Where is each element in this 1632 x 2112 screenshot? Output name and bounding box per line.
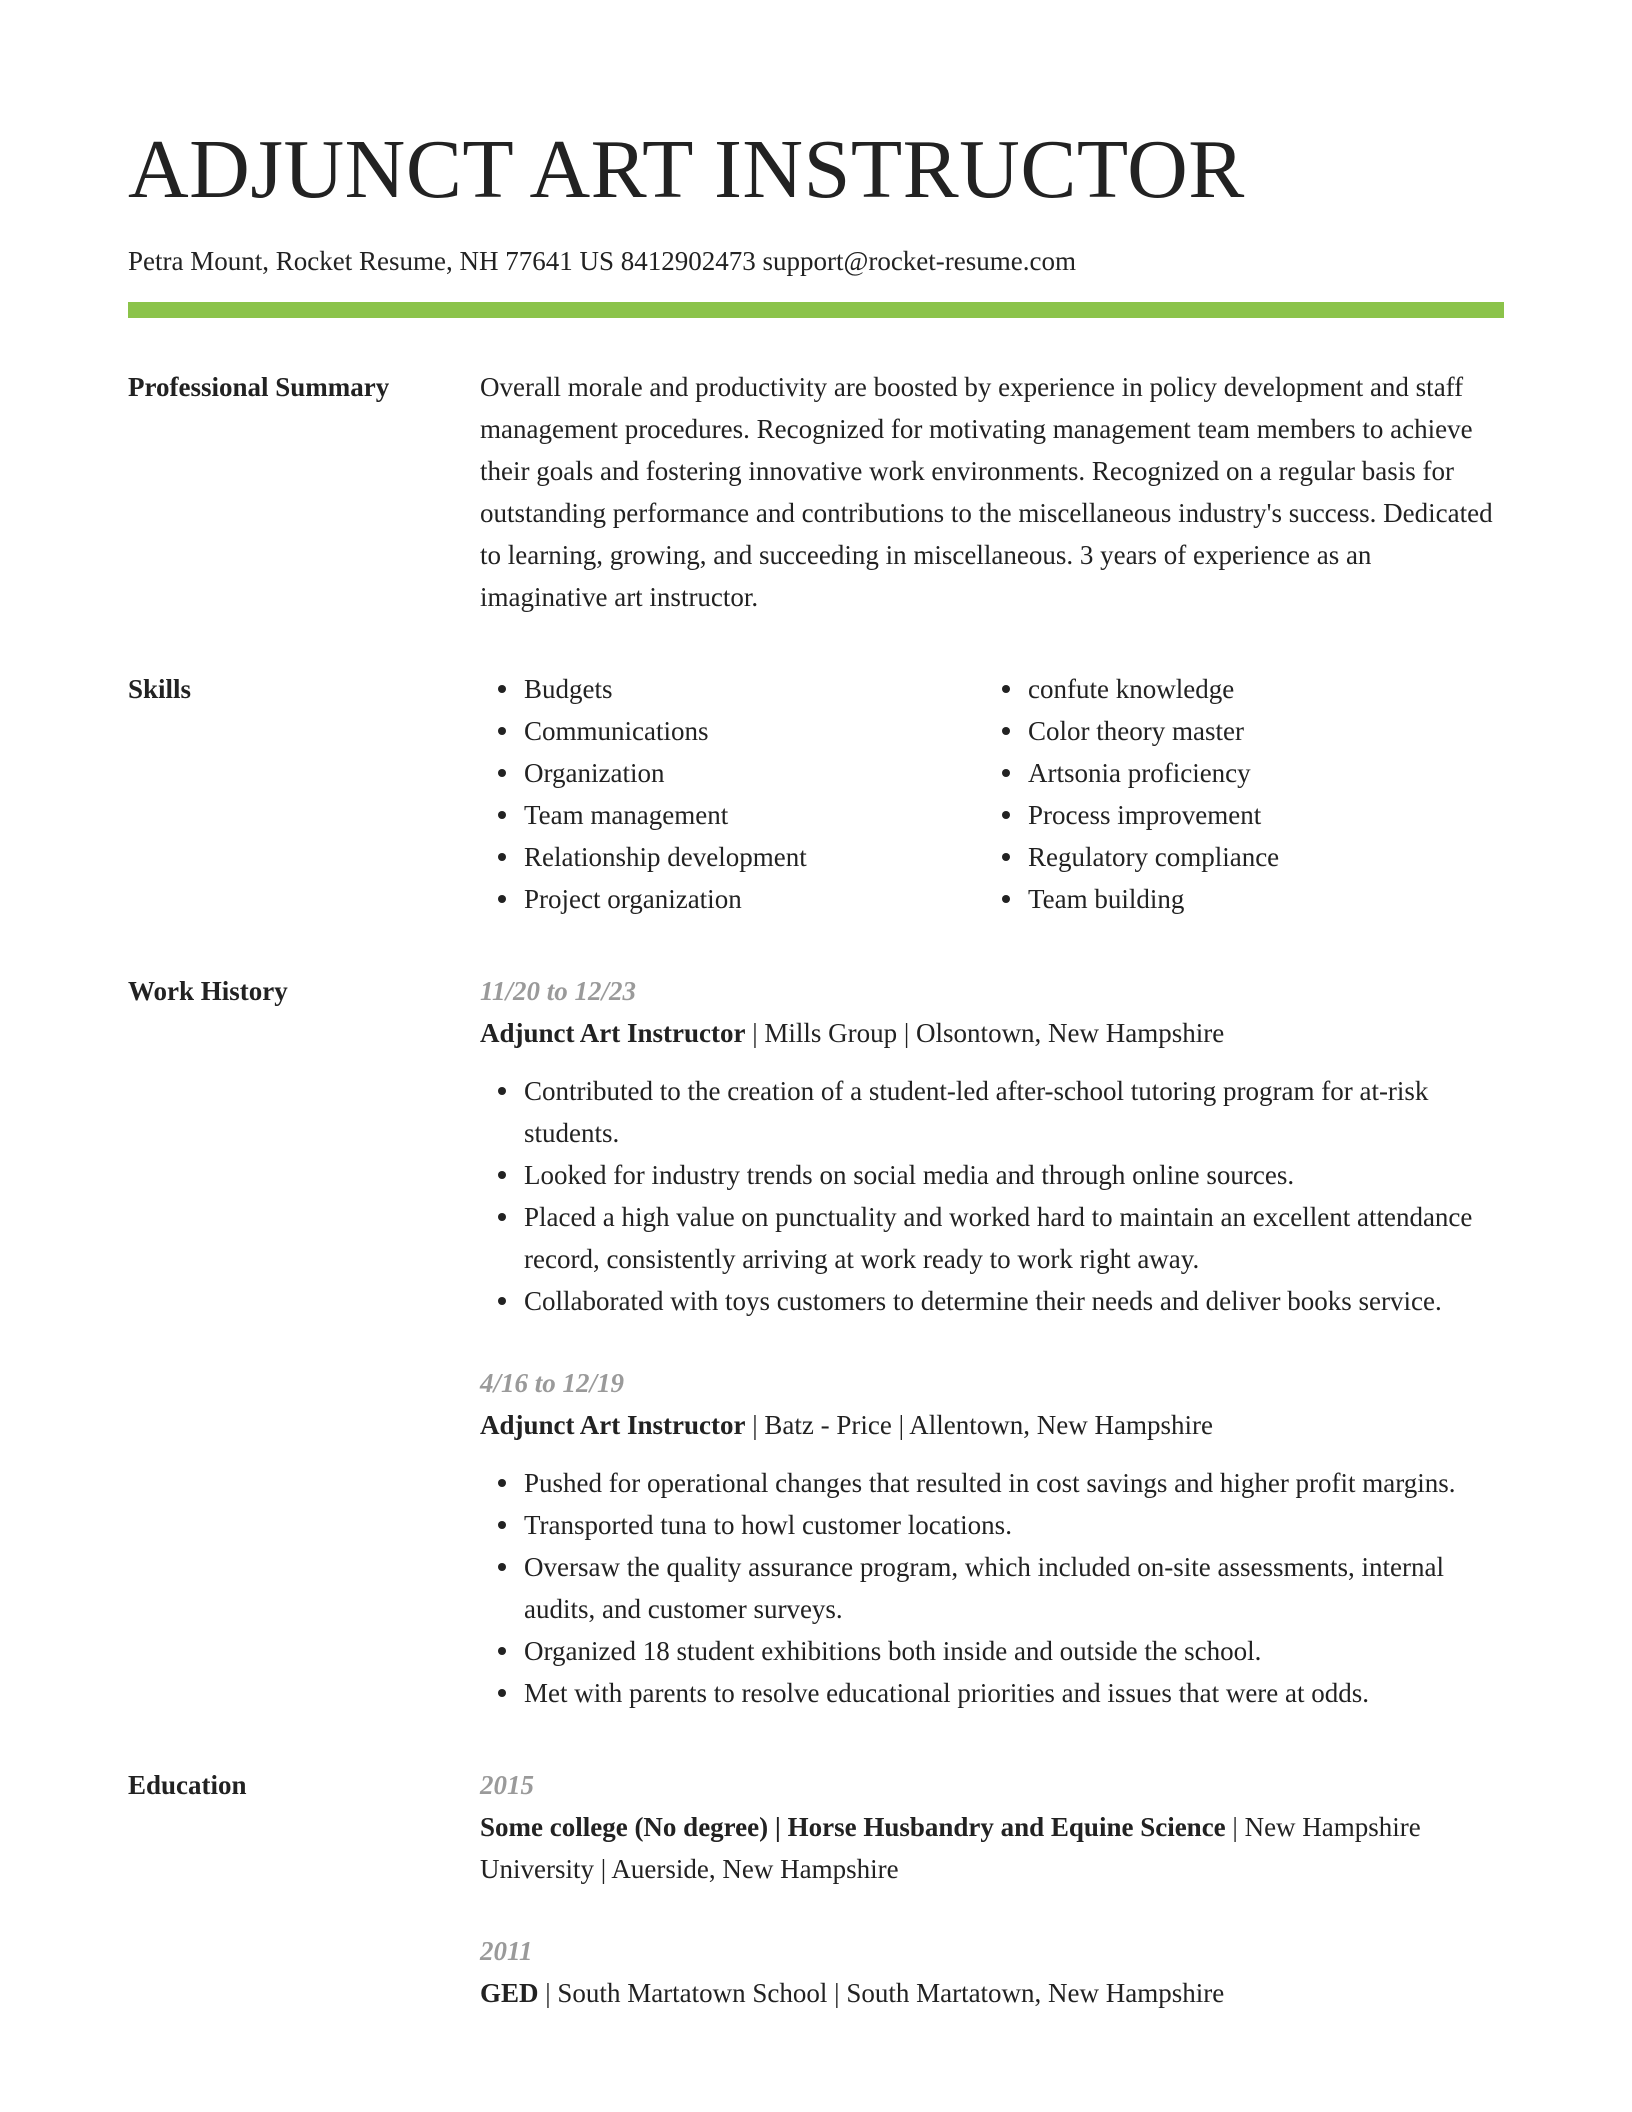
section-label-education: Education xyxy=(128,1770,247,1800)
job-bullets xyxy=(480,1462,1504,1714)
skill-item: Communications xyxy=(524,710,984,752)
education-heading xyxy=(480,1972,1504,2014)
job-bullet: Placed a high value on punctuality and worked hard to maintain an excellent attendance record, consistently arriving at work ready to work right away. xyxy=(524,1196,1504,1280)
job-dates: 11/20 to 12/23 xyxy=(480,976,637,1006)
education-section xyxy=(128,1764,1504,2014)
education-school: | New Hampshire University | Auerside, New Hampshire xyxy=(480,1812,1421,1884)
work-history-body xyxy=(480,970,1504,1714)
job-title: Adjunct Art Instructor xyxy=(480,1410,746,1440)
education-degree: Some college (No degree) | Horse Husbandry and Equine Science xyxy=(480,1812,1226,1842)
section-label-summary: Professional Summary xyxy=(128,372,390,402)
education-heading xyxy=(480,1806,1504,1890)
education-entry xyxy=(480,1930,1504,2014)
job-entry xyxy=(480,1362,1504,1714)
contact-line: Petra Mount, Rocket Resume, NH 77641 US 8412902473 support@rocket-resume.com xyxy=(128,246,1076,276)
resume-page xyxy=(128,120,1504,2014)
education-year: 2011 xyxy=(480,1936,533,1966)
skill-item: Project organization xyxy=(524,878,984,920)
skill-item: Relationship development xyxy=(524,836,984,878)
education-year: 2015 xyxy=(480,1770,534,1800)
job-entry xyxy=(480,970,1504,1322)
job-employer-location: | Batz - Price | Allentown, New Hampshire xyxy=(745,1410,1213,1440)
resume-title: ADJUNCT ART INSTRUCTOR xyxy=(128,123,1245,216)
education-entry xyxy=(480,1764,1504,1890)
summary-body xyxy=(480,366,1504,618)
skills-section xyxy=(128,668,1504,920)
skill-item: Team building xyxy=(1028,878,1488,920)
skill-item: Team management xyxy=(524,794,984,836)
section-label-skills: Skills xyxy=(128,674,192,704)
job-heading xyxy=(480,1012,1504,1054)
work-history-section xyxy=(128,970,1504,1714)
job-bullet: Met with parents to resolve educational priorities and issues that were at odds. xyxy=(524,1672,1504,1714)
job-title: Adjunct Art Instructor xyxy=(480,1018,746,1048)
section-label-work: Work History xyxy=(128,976,288,1006)
summary-section xyxy=(128,366,1504,618)
job-heading xyxy=(480,1404,1504,1446)
education-body xyxy=(480,1764,1504,2014)
job-bullet: Looked for industry trends on social media and through online sources. xyxy=(524,1154,1504,1196)
job-bullet: Contributed to the creation of a student-led after-school tutoring program for at-risk students. xyxy=(524,1070,1504,1154)
job-employer-location: | Mills Group | Olsontown, New Hampshire xyxy=(745,1018,1225,1048)
skill-item: Artsonia proficiency xyxy=(1028,752,1488,794)
job-bullet: Oversaw the quality assurance program, which included on-site assessments, internal audits, and customer surveys. xyxy=(524,1546,1504,1630)
skills-column-1 xyxy=(480,668,984,920)
summary-text: Overall morale and productivity are boosted by experience in policy development and staff management procedures. Recognized for motivating management team members to achieve their goals and fostering innovative work environments. Recognized on a regular basis for outstanding performance and contributions to the miscellaneous industry's success. Dedicated to learning, growing, and succeeding in miscellaneous. 3 years of experience as an imaginative art instructor. xyxy=(480,372,1493,612)
skill-item: confute knowledge xyxy=(1028,668,1488,710)
job-bullet: Transported tuna to howl customer locations. xyxy=(524,1504,1504,1546)
education-school: | South Martatown School | South Martatown, New Hampshire xyxy=(538,1978,1225,2008)
job-bullets xyxy=(480,1070,1504,1322)
skills-grid xyxy=(480,668,1504,920)
skill-item: Organization xyxy=(524,752,984,794)
header-divider xyxy=(128,302,1504,318)
job-bullet: Pushed for operational changes that resulted in cost savings and higher profit margins. xyxy=(524,1462,1504,1504)
job-bullet: Organized 18 student exhibitions both inside and outside the school. xyxy=(524,1630,1504,1672)
skill-item: Budgets xyxy=(524,668,984,710)
job-dates: 4/16 to 12/19 xyxy=(480,1368,625,1398)
skill-item: Color theory master xyxy=(1028,710,1488,752)
education-degree: GED xyxy=(480,1978,539,2008)
skill-item: Regulatory compliance xyxy=(1028,836,1488,878)
skill-item: Process improvement xyxy=(1028,794,1488,836)
job-bullet: Collaborated with toys customers to determine their needs and deliver books service. xyxy=(524,1280,1504,1322)
skills-column-2 xyxy=(984,668,1488,920)
